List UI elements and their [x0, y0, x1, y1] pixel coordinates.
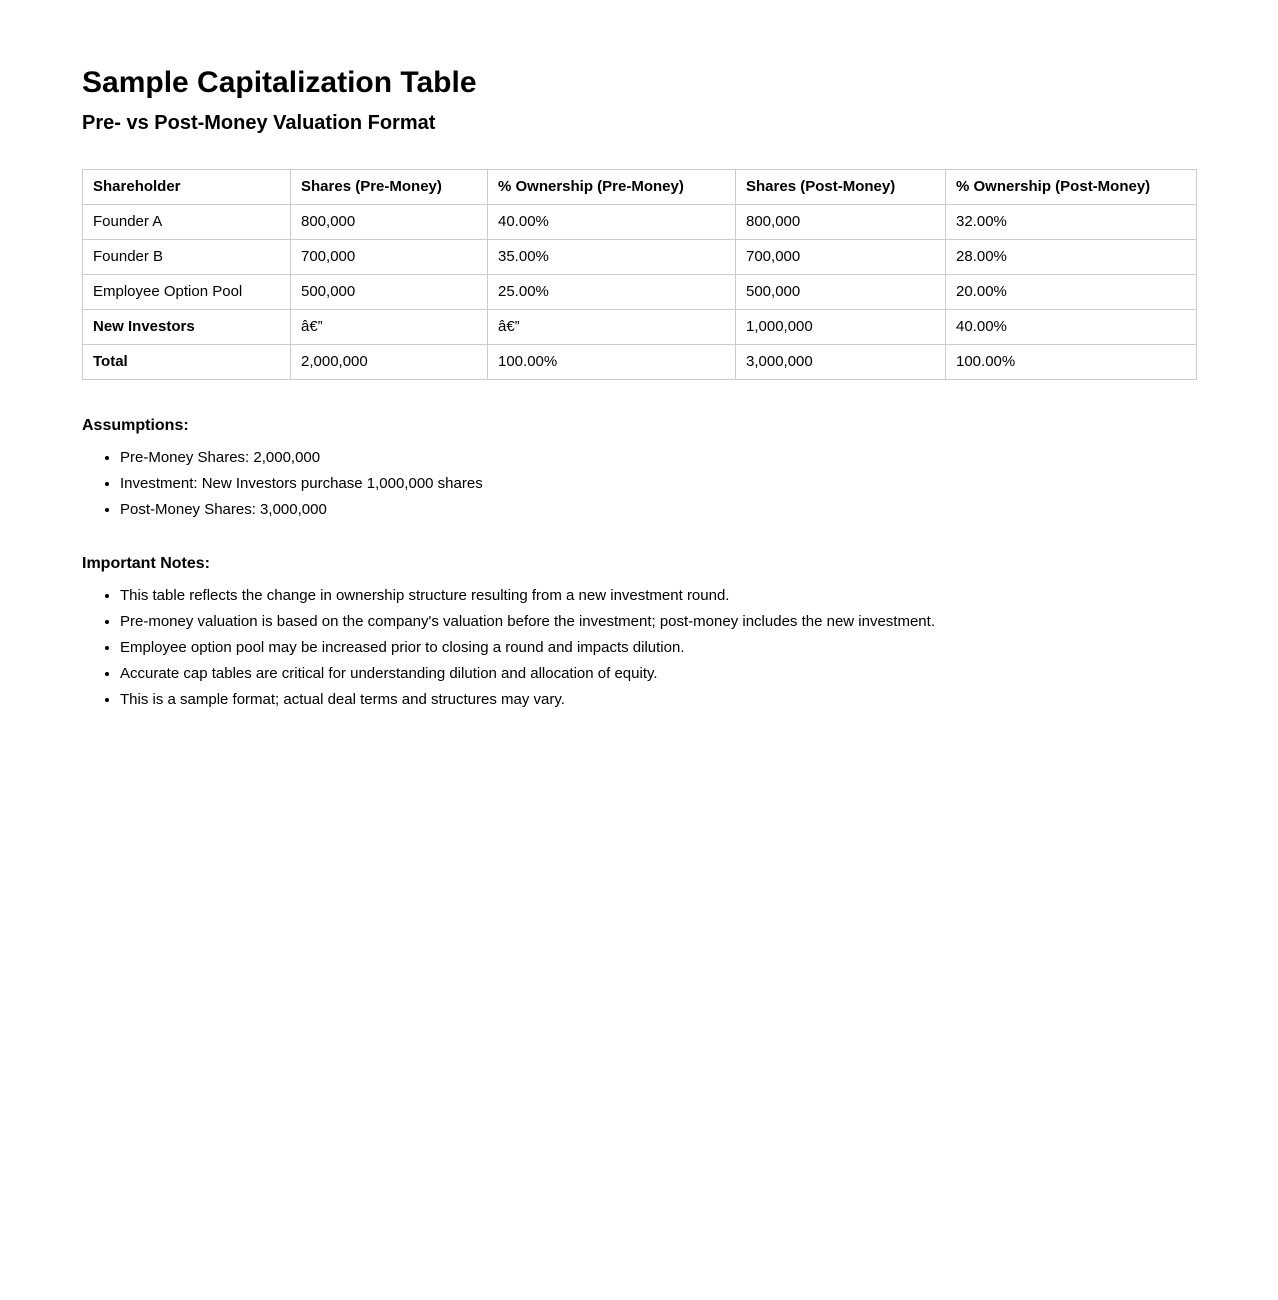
- value-cell: 28.00%: [946, 239, 1197, 274]
- value-cell: â€”: [488, 309, 736, 344]
- shareholder-cell: Founder B: [83, 239, 291, 274]
- value-cell: 1,000,000: [736, 309, 946, 344]
- column-header-ownership-pre: % Ownership (Pre-Money): [488, 169, 736, 204]
- cap-table-body: [83, 204, 1197, 379]
- value-cell: 32.00%: [946, 204, 1197, 239]
- value-cell: 40.00%: [946, 309, 1197, 344]
- table-row: [83, 344, 1197, 379]
- value-cell: 700,000: [736, 239, 946, 274]
- list-item: • This table reflects the change in ownership structure resulting from a new investment round.: [120, 587, 1196, 604]
- value-cell: 35.00%: [488, 239, 736, 274]
- value-cell: 2,000,000: [291, 344, 488, 379]
- page-subtitle: Pre- vs Post-Money Valuation Format: [82, 111, 436, 134]
- value-cell: 20.00%: [946, 274, 1197, 309]
- list-item: • Employee option pool may be increased prior to closing a round and impacts dilution.: [120, 639, 1196, 656]
- shareholder-cell: New Investors: [83, 309, 291, 344]
- column-header-ownership-post: % Ownership (Post-Money): [946, 169, 1197, 204]
- list-item: • Pre-money valuation is based on the company's valuation before the investment; post-money includes the new investment.: [120, 613, 1196, 630]
- important-notes-list: [82, 587, 1196, 708]
- assumptions-heading: Assumptions:: [82, 416, 189, 434]
- table-row: [83, 274, 1197, 309]
- value-cell: 700,000: [291, 239, 488, 274]
- list-item: • Post-Money Shares: 3,000,000: [120, 501, 1196, 518]
- table-row: [83, 204, 1197, 239]
- shareholder-cell: Employee Option Pool: [83, 274, 291, 309]
- list-item: • Pre-Money Shares: 2,000,000: [120, 449, 1196, 466]
- list-item: • This is a sample format; actual deal terms and structures may vary.: [120, 691, 1196, 708]
- table-header-row: [83, 169, 1197, 204]
- value-cell: 500,000: [736, 274, 946, 309]
- value-cell: 25.00%: [488, 274, 736, 309]
- value-cell: 40.00%: [488, 204, 736, 239]
- list-item: • Accurate cap tables are critical for understanding dilution and allocation of equity.: [120, 665, 1196, 682]
- value-cell: â€”: [291, 309, 488, 344]
- important-notes-heading: Important Notes:: [82, 554, 210, 572]
- value-cell: 800,000: [291, 204, 488, 239]
- list-item: • Investment: New Investors purchase 1,000,000 shares: [120, 475, 1196, 492]
- value-cell: 500,000: [291, 274, 488, 309]
- shareholder-cell: Total: [83, 344, 291, 379]
- value-cell: 100.00%: [488, 344, 736, 379]
- value-cell: 100.00%: [946, 344, 1197, 379]
- assumptions-list: [82, 449, 1196, 518]
- column-header-shareholder: Shareholder: [83, 169, 291, 204]
- table-row: [83, 309, 1197, 344]
- value-cell: 800,000: [736, 204, 946, 239]
- column-header-shares-pre: Shares (Pre-Money): [291, 169, 488, 204]
- page-title: Sample Capitalization Table: [82, 66, 477, 99]
- value-cell: 3,000,000: [736, 344, 946, 379]
- shareholder-cell: Founder A: [83, 204, 291, 239]
- capitalization-table: [82, 169, 1197, 380]
- table-row: [83, 239, 1197, 274]
- column-header-shares-post: Shares (Post-Money): [736, 169, 946, 204]
